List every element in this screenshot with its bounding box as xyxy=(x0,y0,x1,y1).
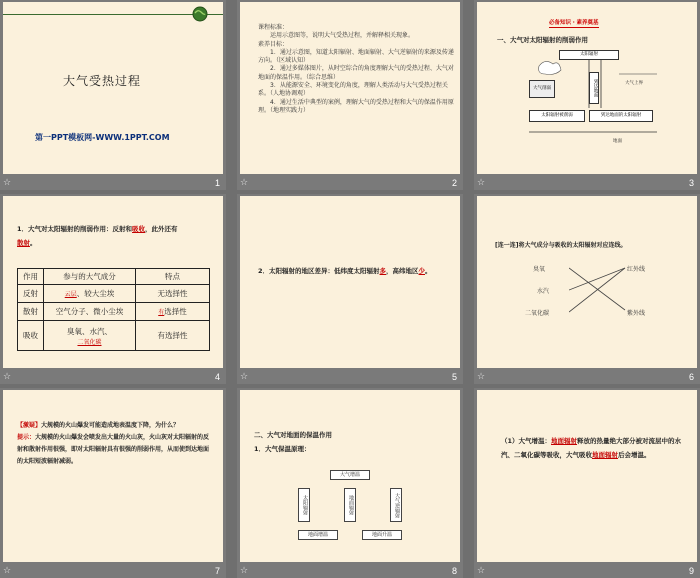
slide-number: 9 xyxy=(688,566,694,576)
slide-1 xyxy=(3,2,223,174)
slide-thumb-4[interactable] xyxy=(0,194,226,384)
star-icon[interactable]: ☆ xyxy=(477,178,486,188)
slide-number: 8 xyxy=(451,566,457,576)
header-line xyxy=(3,14,223,15)
slide-heading: 二、大气对地面的保温作用 xyxy=(254,431,332,439)
star-icon[interactable]: ☆ xyxy=(477,372,486,382)
star-icon[interactable]: ☆ xyxy=(240,178,249,188)
matching-title: [连一连]将大气成分与吸收的太阳辐射对应连线。 xyxy=(495,242,627,249)
slide-8 xyxy=(240,390,460,562)
slide-number: 7 xyxy=(214,566,220,576)
slide-9 xyxy=(477,390,697,562)
star-icon[interactable]: ☆ xyxy=(240,372,249,382)
atmosphere-warming-text: （1）大气增温：地面辐射释放的热量绝大部分被对流层中的水汽、二氧化碳等吸收，大气吸收地面辐射后会增温。 xyxy=(501,437,682,459)
slide-3 xyxy=(477,2,697,174)
slide-5 xyxy=(240,196,460,368)
star-icon[interactable]: ☆ xyxy=(3,372,12,382)
star-icon[interactable]: ☆ xyxy=(3,178,12,188)
intro-text: 1．大气对太阳辐射的削弱作用：反射和吸收，此外还有 散射。 xyxy=(17,225,178,247)
slide-2 xyxy=(240,2,460,174)
question-text: 【激疑】大规模的火山爆发可能造成地表温度下降，为什么？ 提示：大规模的火山爆发会喷发出大量的火山灰，火山灰对太阳辐射的反射和散射作用很强，即对太阳辐射具有很强的削弱作用，从而使到达地面的太阳短波辐射减弱。 xyxy=(17,422,210,465)
star-icon[interactable]: ☆ xyxy=(477,566,486,576)
slide-thumb-1[interactable] xyxy=(0,0,226,190)
greenhouse-diagram: 大气增温 太阳辐射 地面辐射 大气逆辐射 地面增温 地面升温 xyxy=(296,470,406,544)
slide-6 xyxy=(477,196,697,368)
solar-radiation-diagram: 太阳辐射 大气削弱 到达地面 大气上界 太阳辐射被削弱 到达地面的太阳辐射 地面 xyxy=(529,50,659,150)
slide-number: 3 xyxy=(688,178,694,188)
slide-number: 6 xyxy=(688,372,694,382)
matching-diagram: 臭氧 水汽 二氧化碳 红外线 紫外线 xyxy=(525,266,646,317)
slide-thumb-5[interactable] xyxy=(237,194,463,384)
slide-heading: 一、大气对太阳辐射的削弱作用 xyxy=(497,36,588,44)
slide-thumb-7[interactable] xyxy=(0,388,226,578)
slide-4 xyxy=(3,196,223,368)
star-icon[interactable]: ☆ xyxy=(240,566,249,576)
slide-7 xyxy=(3,390,223,562)
slide-number: 4 xyxy=(214,372,220,382)
course-standard-text: 课程标准： 运用示意图等，说明大气受热过程，并解释相关现象。 素养目标： 1．通过示意图，知道太阳辐射、地面辐射、大气逆辐射的来源及传递方向。（区域认知） 2．通过多媒体图片，从时空综合的角度理解大气的受热过程、大气对地面的保温作用。（综合思维） 3．从能源安全、环境变化的角度，理解人类活动与大气受热过程关系。（人地协调观） 4．通过生活中典型的案例，理解大气的受热过程和大气的保温作用原理。（地理实践力） xyxy=(258,24,454,114)
slide-thumb-3[interactable] xyxy=(474,0,700,190)
slide-number: 1 xyxy=(214,178,220,188)
slide-thumb-8[interactable] xyxy=(237,388,463,578)
section-badge: 必备知识・素养奠基 xyxy=(549,20,599,26)
star-icon[interactable]: ☆ xyxy=(3,566,12,576)
attenuation-table: 作用 参与的大气成分 特点 反射 云层、较大尘埃 无选择性 散射 空气分子、微小尘埃 有选择性 吸收 臭氧、水汽、 二氧化碳 有选择性 xyxy=(17,268,210,351)
globe-icon xyxy=(191,5,209,23)
slide-number: 2 xyxy=(451,178,457,188)
slide-thumb-9[interactable] xyxy=(474,388,700,578)
slide-footer-text: 第一PPT模板网-WWW.1PPT.COM xyxy=(35,133,170,142)
slide-subheading: 1．大气保温原理： xyxy=(254,445,311,453)
slide-thumb-2[interactable] xyxy=(237,0,463,190)
regional-difference-text: 2．太阳辐射的地区差异：低纬度太阳辐射多，高纬地区少。 xyxy=(258,267,432,275)
slide-number: 5 xyxy=(451,372,457,382)
slide-title: 大气受热过程 xyxy=(63,74,142,88)
slide-thumb-6[interactable] xyxy=(474,194,700,384)
